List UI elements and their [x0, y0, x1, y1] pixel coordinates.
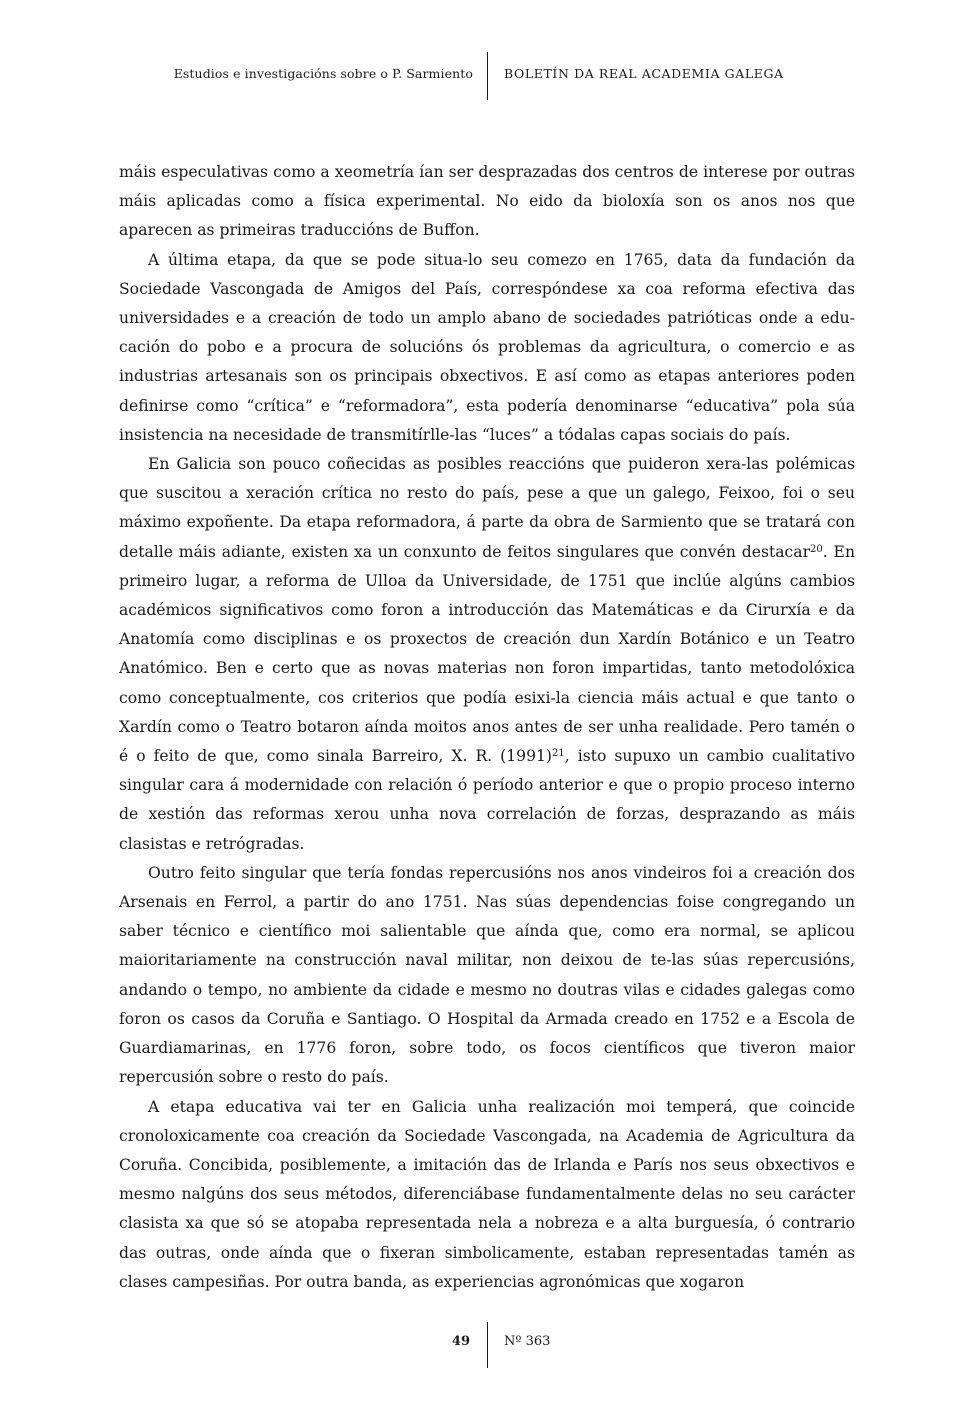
paragraph-3-part-a: En Galicia son pouco coñecidas as posibles reaccións que puideron xera-las polémicas que suscitou a xeración crítica no resto do país, pese a que un galego, Feixoo, foi o seu máximo expoñente. Da etapa reformadora, á parte da obra de Sarmiento que se tratará con detalle máis adiante, existen xa un conxunto de feitos singulares que convén destacar	[119, 455, 855, 561]
header-section-title: Estudios e investigacións sobre o P. Sarmiento	[173, 66, 473, 81]
paragraph-2: A última etapa, da que se pode situa-lo seu comezo en 1765, data da fundación da Sociedade Vascongada de Amigos del País, correspóndese xa coa reforma efectiva das universidades e a creación de todo un amplo abano de sociedades patrióticas onde a educación do pobo e a procura de solucións ós problemas da agricultura, o comercio e as industrias artesanais son os principais obxectivos. E así como as etapas anteriores poden definirse como “crítica” e “reformadora”, esta podería denominarse “educativa” pola súa insistencia na necesidade de transmitírlle-las “luces” a tódalas capas sociais do país.	[119, 250, 855, 444]
paragraph-3	[119, 450, 855, 859]
footnote-ref-21[interactable]: 21	[552, 748, 565, 760]
paragraph-3-part-b: . En primeiro lugar, a reforma de Ulloa da Universidade, de 1751 que inclúe algúns cambios académicos significativos como foron a introducción das Matemáticas e da Cirurxía e da Anatomía como disciplinas e os proxectos de creación dun Xardín Botánico e un Teatro Anatómico. Ben e certo que as novas materias non foron impartidas, tanto metodolóxica como conceptualmente, cos criterios que podía esixi-la ciencia máis actual e que tanto o Xardín como o Teatro botaron aínda moitos anos antes de ser unha realidade. Pero tamén o é o feito de que, como sinala Barreiro, X. R. (1991)	[119, 542, 855, 766]
running-header	[0, 52, 975, 100]
footnote-ref-20[interactable]: 20	[810, 543, 823, 555]
paragraph-4: Outro feito singular que tería fondas repercusións nos anos vindeiros foi a creación dos Arsenais en Ferrol, a partir do ano 1751. Nas súas dependencias foise congregando un saber técnico e científico moi salientable que aínda que, como era normal, se aplicou maioritariamente na construcción naval militar, non deixou de te-las súas repercusións, andando o tempo, no ambiente da cidade e mesmo no doutras vilas e cidades galegas como foron os casos da Coruña e Santiago. O Hospital da Armada creado en 1752 e a Escola de Guardiamarinas, en 1776 foron, sobre todo, os focos científicos que tiveron maior repercusión sobre o resto do país.	[119, 863, 855, 1087]
page-footer	[0, 1322, 975, 1368]
footer-divider	[487, 1322, 488, 1368]
page-number: 49	[451, 1334, 470, 1349]
header-divider	[487, 52, 488, 100]
header-journal-title: BOLETÍN DA REAL ACADEMIA GALEGA	[504, 66, 784, 81]
issue-number: Nº 363	[504, 1334, 551, 1349]
article-body	[119, 158, 855, 1297]
paragraph-3-part-c: , isto supuxo un cambio cualitativo singular cara á modernidade con relación ó período anterior e que o propio proceso interno de xestión das reformas xerou unha nova correlación de forzas, desprazando as máis clasistas e retrógradas.	[119, 747, 855, 853]
paragraph-5: A etapa educativa vai ter en Galicia unha realización moi temperá, que coincide cronoloxicamente coa creación da Sociedade Vascongada, na Academia de Agricultura da Coruña. Concibida, posiblemente, a imitación das de Irlanda e París nos seus obxectivos e mesmo nalgúns dos seus métodos, diferenciábase fundamentalmente delas no seu carácter clasista xa que só se atopaba representada nela a nobreza e a alta burguesía, ó contrario das outras, onde aínda que o fixeran simbolicamente, estaban representadas tamén as clases campesiñas. Por outra banda, as experiencias agronómicas que xogaron	[119, 1097, 855, 1291]
paragraph-1: máis especulativas como a xeometría ían ser desprazadas dos centros de interese por outras máis aplicadas como a física experimental. No eido da bioloxía son os anos nos que aparecen as primeiras traduccións de Buffon.	[119, 163, 855, 240]
